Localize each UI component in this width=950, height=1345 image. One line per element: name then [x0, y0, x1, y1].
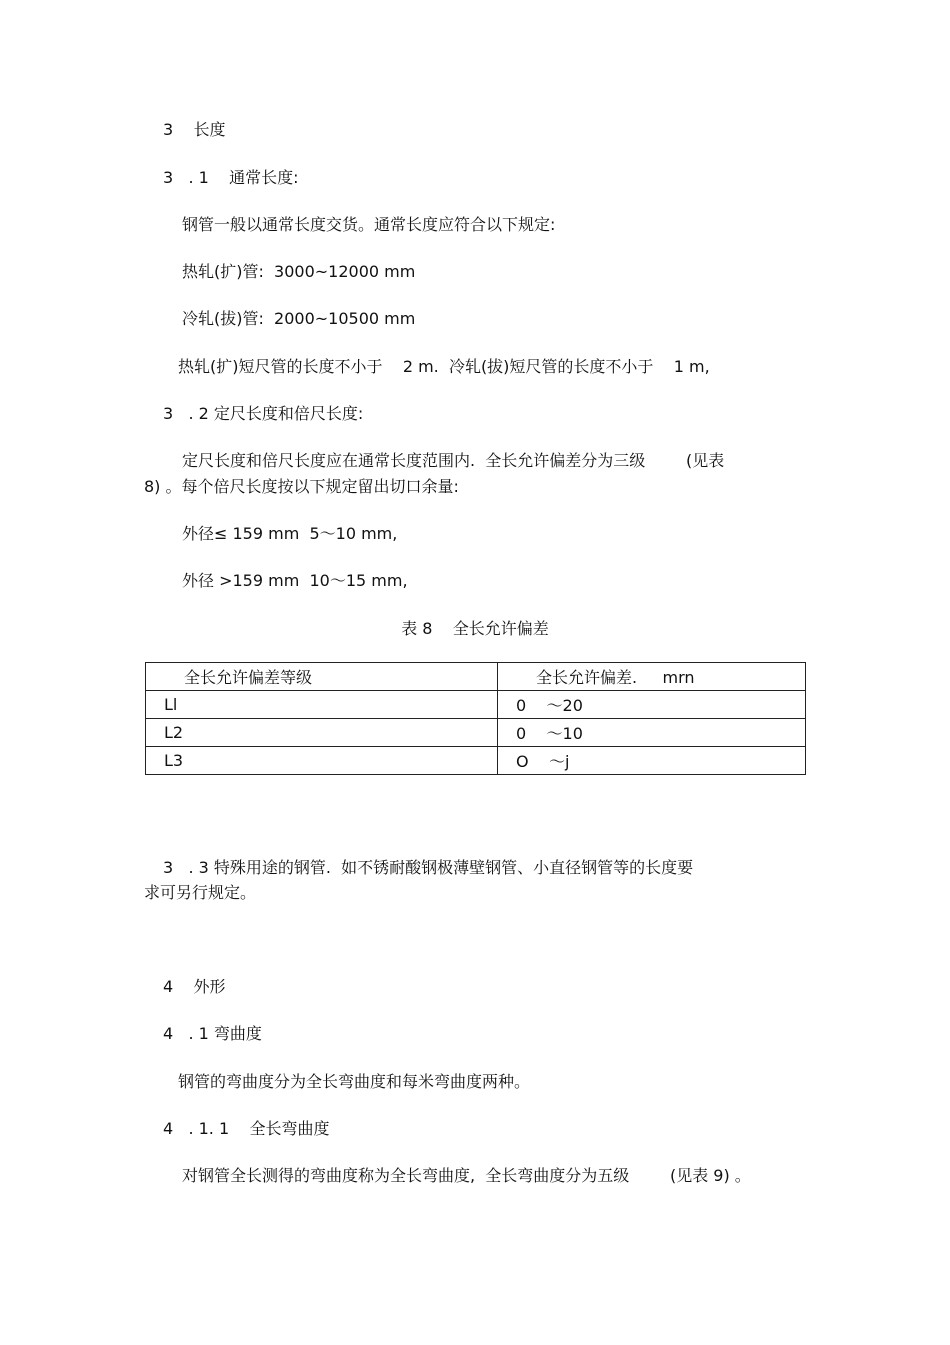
paragraph-hot-rolled: 热轧(扩)管: 3000~12000 mm [182, 262, 416, 281]
paragraph-cold-rolled: 冷轧(拔)管: 2000~10500 mm [182, 309, 416, 328]
table-cell: 0 ～10 [498, 719, 806, 747]
section-4-heading: 4 外形 [163, 977, 226, 996]
table-cell: 0 ～20 [498, 691, 806, 719]
section-3-heading: 3 长度 [163, 120, 226, 139]
table-row [146, 691, 806, 719]
table-row [146, 719, 806, 747]
table-cell: L3 [146, 747, 498, 775]
section-3-2-heading: 3 . 2 定尺长度和倍尺长度: [163, 404, 364, 423]
table-cell: O ～j [498, 747, 806, 775]
length-tolerance-table [145, 662, 806, 775]
paragraph-od-large: 外径 >159 mm 10～15 mm, [182, 571, 408, 590]
paragraph-short-length: 热轧(扩)短尺管的长度不小于 2 m. 冷轧(拔)短尺管的长度不小于 1 m, [178, 357, 710, 376]
paragraph-fixed-length-2: 8) 。每个倍尺长度按以下规定留出切口余量: [144, 477, 459, 496]
paragraph-bending-types: 钢管的弯曲度分为全长弯曲度和每米弯曲度两种。 [178, 1072, 531, 1091]
section-4-1-1-heading: 4 . 1. 1 全长弯曲度 [163, 1119, 330, 1138]
paragraph-fixed-length-1: 定尺长度和倍尺长度应在通常长度范围内. 全长允许偏差分为三级 (见表 [182, 451, 725, 470]
paragraph-od-small: 外径≤ 159 mm 5～10 mm, [182, 524, 398, 543]
section-3-1-heading: 3 . 1 通常长度: [163, 168, 299, 187]
section-3-3-line-1: 3 . 3 特殊用途的钢管. 如不锈耐酸钢极薄壁钢管、小直径钢管等的长度要 [163, 858, 694, 877]
section-4-1-heading: 4 . 1 弯曲度 [163, 1024, 262, 1043]
table-header-cell: 全长允许偏差. mrn [498, 663, 806, 691]
table-cell: Ll [146, 691, 498, 719]
table-cell: L2 [146, 719, 498, 747]
paragraph-full-length-bending: 对钢管全长测得的弯曲度称为全长弯曲度, 全长弯曲度分为五级 (见表 9) 。 [182, 1166, 751, 1185]
table-header-row [146, 663, 806, 691]
table-header-cell: 全长允许偏差等级 [146, 663, 498, 691]
table-row [146, 747, 806, 775]
table-caption: 表 8 全长允许偏差 [401, 619, 549, 638]
paragraph-delivery-length: 钢管一般以通常长度交货。通常长度应符合以下规定: [182, 215, 556, 234]
section-3-3-line-2: 求可另行规定。 [144, 883, 257, 902]
